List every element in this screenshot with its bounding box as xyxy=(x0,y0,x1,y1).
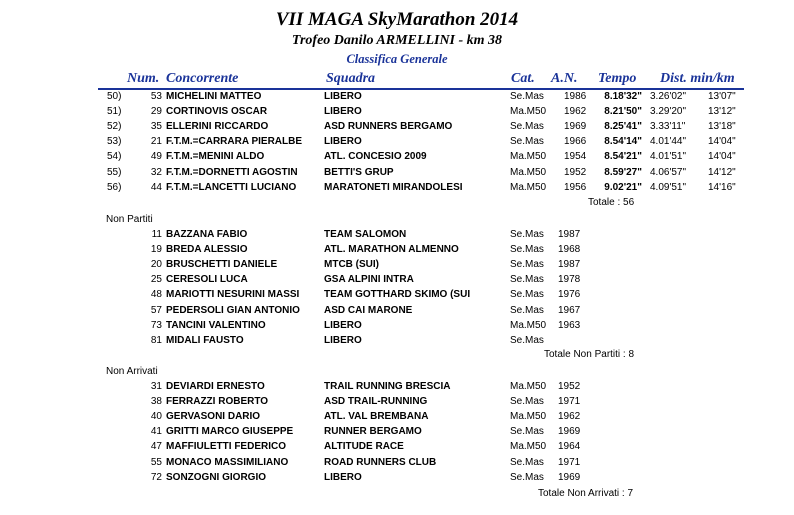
time-cell: 8.18'32" xyxy=(604,91,642,102)
team-cell: LIBERO xyxy=(324,334,362,346)
category-cell: Ma.M50 xyxy=(510,319,547,331)
table-row xyxy=(0,320,794,335)
bib-number-cell: 25 xyxy=(150,274,162,286)
time-cell: 8.59'27" xyxy=(604,166,642,178)
category-cell: Se.Mas xyxy=(510,304,544,316)
birth-year-cell: 1962 xyxy=(564,106,587,118)
team-cell: ROAD RUNNERS CLUB xyxy=(324,456,437,468)
category-cell: Ma.M50 xyxy=(510,151,547,163)
col-header-squadra: Squadra xyxy=(326,71,376,86)
table-row xyxy=(0,244,794,259)
category-cell: Se.Mas xyxy=(510,136,544,148)
team-cell: LIBERO xyxy=(324,136,362,148)
table-row xyxy=(0,106,794,121)
table-row xyxy=(0,396,794,411)
birth-year-cell: 1952 xyxy=(558,381,581,392)
pace-cell: 13'12" xyxy=(708,106,736,118)
pace-cell: 13'18" xyxy=(708,121,736,133)
birth-year-cell: 1964 xyxy=(558,441,581,453)
bib-number-cell: 32 xyxy=(150,166,162,178)
table-row xyxy=(0,472,794,487)
pace-cell: 13'07" xyxy=(708,91,736,102)
category-cell: Ma.M50 xyxy=(510,106,547,118)
athlete-name-cell: CERESOLI LUCA xyxy=(166,274,248,286)
pace-cell: 14'12" xyxy=(708,166,736,178)
team-cell: ATL. VAL BREMBANA xyxy=(324,411,429,423)
race-subtitle: Trofeo Danilo ARMELLINI - km 38 xyxy=(291,33,503,48)
bib-number-cell: 11 xyxy=(151,229,162,240)
team-cell: ASD RUNNERS BERGAMO xyxy=(324,121,453,133)
category-cell: Se.Mas xyxy=(510,229,544,240)
table-row xyxy=(0,121,794,136)
bib-number-cell: 19 xyxy=(150,244,162,256)
athlete-name-cell: MARIOTTI NESURINI MASSI xyxy=(166,289,300,301)
category-cell: Se.Mas xyxy=(510,396,544,408)
athlete-name-cell: SONZOGNI GIORGIO xyxy=(166,471,267,483)
time-cell: 8.25'41" xyxy=(604,121,642,133)
position-cell: 56) xyxy=(107,181,122,193)
gap-cell: 3.33'11" xyxy=(650,121,686,133)
bib-number-cell: 44 xyxy=(150,181,162,193)
team-cell: TEAM SALOMON xyxy=(324,229,407,240)
race-title: VII MAGA SkyMarathon 2014 xyxy=(275,9,519,30)
time-cell: 8.21'50" xyxy=(604,106,642,118)
table-row xyxy=(0,167,794,182)
athlete-name-cell: BRUSCHETTI DANIELE xyxy=(166,259,278,271)
birth-year-cell: 1969 xyxy=(558,426,581,438)
table-row xyxy=(0,151,794,166)
header-rule xyxy=(98,88,744,90)
category-cell: Se.Mas xyxy=(510,274,544,286)
non-partiti-heading: Non Partiti xyxy=(106,214,153,225)
birth-year-cell: 1954 xyxy=(564,151,587,163)
birth-year-cell: 1976 xyxy=(558,289,581,301)
team-cell: ASD CAI MARONE xyxy=(324,304,413,316)
athlete-name-cell: F.T.M.=DORNETTI AGOSTIN xyxy=(166,166,298,178)
bib-number-cell: 73 xyxy=(150,319,162,331)
birth-year-cell: 1962 xyxy=(558,411,581,423)
table-row xyxy=(0,335,794,350)
birth-year-cell: 1987 xyxy=(558,229,581,240)
team-cell: LIBERO xyxy=(324,471,362,483)
team-cell: ATL. CONCESIO 2009 xyxy=(324,151,427,163)
birth-year-cell: 1986 xyxy=(564,91,587,102)
bib-number-cell: 48 xyxy=(150,289,162,301)
birth-year-cell: 1969 xyxy=(558,471,581,483)
bib-number-cell: 72 xyxy=(150,471,162,483)
bib-number-cell: 81 xyxy=(150,334,162,346)
non-arrivati-total: Totale Non Arrivati : 7 xyxy=(538,488,634,499)
table-row xyxy=(0,289,794,304)
category-cell: Ma.M50 xyxy=(510,381,547,392)
table-row xyxy=(0,426,794,441)
col-header-num: Num. xyxy=(127,71,160,86)
time-cell: 8.54'14" xyxy=(604,136,642,148)
table-row xyxy=(0,441,794,456)
category-cell: Se.Mas xyxy=(510,456,544,468)
team-cell: TRAIL RUNNING BRESCIA xyxy=(324,381,451,392)
team-cell: LIBERO xyxy=(324,319,362,331)
position-cell: 53) xyxy=(107,136,122,148)
team-cell: ATL. MARATHON ALMENNO xyxy=(324,244,459,256)
athlete-name-cell: MICHELINI MATTEO xyxy=(166,91,262,102)
birth-year-cell: 1956 xyxy=(564,181,587,193)
category-cell: Ma.M50 xyxy=(510,166,547,178)
birth-year-cell: 1966 xyxy=(564,136,587,148)
bib-number-cell: 38 xyxy=(150,396,162,408)
bib-number-cell: 40 xyxy=(150,411,162,423)
team-cell: LIBERO xyxy=(324,106,362,118)
bib-number-cell: 35 xyxy=(150,121,162,133)
col-header-concorrente: Concorrente xyxy=(166,71,239,86)
col-header-dist: Dist. min/km xyxy=(660,71,735,86)
bib-number-cell: 47 xyxy=(150,441,162,453)
birth-year-cell: 1978 xyxy=(558,274,581,286)
position-cell: 50) xyxy=(107,91,122,102)
birth-year-cell: 1971 xyxy=(558,456,581,468)
athlete-name-cell: BAZZANA FABIO xyxy=(166,229,248,240)
table-row xyxy=(0,229,794,244)
athlete-name-cell: BREDA ALESSIO xyxy=(166,244,248,256)
time-cell: 8.54'21" xyxy=(604,151,642,163)
category-cell: Se.Mas xyxy=(510,259,544,271)
category-cell: Ma.M50 xyxy=(510,411,547,423)
position-cell: 55) xyxy=(107,166,122,178)
birth-year-cell: 1987 xyxy=(558,259,581,271)
athlete-name-cell: DEVIARDI ERNESTO xyxy=(166,381,265,392)
bib-number-cell: 41 xyxy=(150,426,162,438)
gap-cell: 3.26'02" xyxy=(650,91,687,102)
team-cell: MARATONETI MIRANDOLESI xyxy=(324,181,463,193)
team-cell: LIBERO xyxy=(324,91,362,102)
bib-number-cell: 53 xyxy=(150,91,162,102)
athlete-name-cell: TANCINI VALENTINO xyxy=(166,319,266,331)
athlete-name-cell: GERVASONI DARIO xyxy=(166,411,261,423)
pace-cell: 14'16" xyxy=(708,181,736,193)
bib-number-cell: 49 xyxy=(150,151,162,163)
athlete-name-cell: CORTINOVIS OSCAR xyxy=(166,106,268,118)
gap-cell: 4.01'51" xyxy=(650,151,687,163)
category-cell: Se.Mas xyxy=(510,91,544,102)
totale-label: Totale : 56 xyxy=(588,197,635,208)
table-row xyxy=(0,274,794,289)
category-cell: Ma.M50 xyxy=(510,441,547,453)
col-header-tempo: Tempo xyxy=(598,71,637,86)
athlete-name-cell: F.T.M.=MENINI ALDO xyxy=(166,151,265,163)
table-row xyxy=(0,411,794,426)
gap-cell: 4.09'51" xyxy=(650,181,687,193)
team-cell: ALTITUDE RACE xyxy=(324,441,404,453)
category-cell: Se.Mas xyxy=(510,289,544,301)
table-row xyxy=(0,182,794,197)
time-cell: 9.02'21" xyxy=(604,181,642,193)
non-arrivati-heading: Non Arrivati xyxy=(106,366,158,377)
gap-cell: 4.01'44" xyxy=(650,136,687,148)
category-cell: Se.Mas xyxy=(510,426,544,438)
col-header-cat: Cat. xyxy=(511,71,535,86)
athlete-name-cell: GRITTI MARCO GIUSEPPE xyxy=(166,426,294,438)
athlete-name-cell: MAFFIULETTI FEDERICO xyxy=(166,441,286,453)
team-cell: TEAM GOTTHARD SKIMO (SUI xyxy=(324,289,471,301)
birth-year-cell: 1971 xyxy=(558,396,581,408)
table-row xyxy=(0,305,794,320)
bib-number-cell: 21 xyxy=(150,136,162,148)
athlete-name-cell: FERRAZZI ROBERTO xyxy=(166,396,269,408)
position-cell: 54) xyxy=(107,151,122,163)
team-cell: BETTI'S GRUP xyxy=(324,166,394,178)
birth-year-cell: 1967 xyxy=(558,304,581,316)
athlete-name-cell: ELLERINI RICCARDO xyxy=(166,121,269,133)
table-row xyxy=(0,457,794,472)
table-row xyxy=(0,259,794,274)
team-cell: MTCB (SUI) xyxy=(324,259,379,271)
non-partiti-total: Totale Non Partiti : 8 xyxy=(544,349,635,360)
category-cell: Se.Mas xyxy=(510,334,544,346)
bib-number-cell: 29 xyxy=(150,106,162,118)
athlete-name-cell: MONACO MASSIMILIANO xyxy=(166,456,289,468)
athlete-name-cell: F.T.M.=CARRARA PIERALBE xyxy=(166,136,303,148)
athlete-name-cell: F.T.M.=LANCETTI LUCIANO xyxy=(166,181,297,193)
athlete-name-cell: PEDERSOLI GIAN ANTONIO xyxy=(166,304,300,316)
gap-cell: 4.06'57" xyxy=(650,166,687,178)
table-row xyxy=(0,136,794,151)
bib-number-cell: 57 xyxy=(150,304,162,316)
bib-number-cell: 55 xyxy=(150,456,162,468)
birth-year-cell: 1952 xyxy=(564,166,587,178)
team-cell: RUNNER BERGAMO xyxy=(324,426,422,438)
birth-year-cell: 1969 xyxy=(564,121,587,133)
col-header-an: A.N. xyxy=(551,71,578,86)
table-row xyxy=(0,381,794,396)
gap-cell: 3.29'20" xyxy=(650,106,687,118)
category-cell: Se.Mas xyxy=(510,121,544,133)
birth-year-cell: 1963 xyxy=(558,319,581,331)
table-row xyxy=(0,91,794,106)
category-cell: Se.Mas xyxy=(510,244,544,256)
bib-number-cell: 20 xyxy=(150,259,162,271)
athlete-name-cell: MIDALI FAUSTO xyxy=(166,334,244,346)
position-cell: 52) xyxy=(107,121,122,133)
section-title: Classifica Generale xyxy=(346,52,448,66)
team-cell: GSA ALPINI INTRA xyxy=(324,274,414,286)
birth-year-cell: 1968 xyxy=(558,244,581,256)
bib-number-cell: 31 xyxy=(150,381,162,392)
category-cell: Se.Mas xyxy=(510,471,544,483)
position-cell: 51) xyxy=(107,106,122,118)
category-cell: Ma.M50 xyxy=(510,181,547,193)
pace-cell: 14'04" xyxy=(708,136,736,148)
team-cell: ASD TRAIL-RUNNING xyxy=(324,396,428,408)
pace-cell: 14'04" xyxy=(708,151,736,163)
